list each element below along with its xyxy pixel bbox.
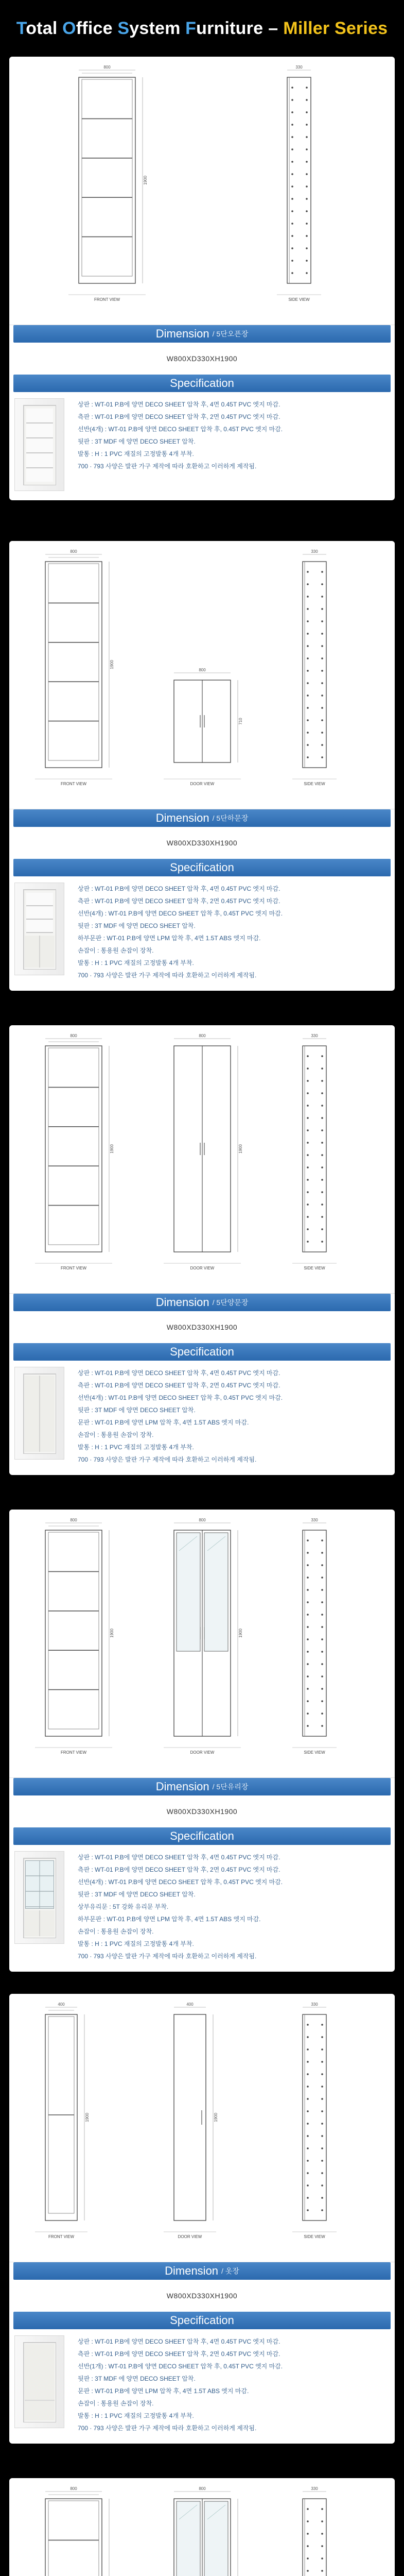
door-view-drawing xyxy=(174,2002,218,2221)
spec-item: 700 · 793 사양은 발판 가구 제작에 따라 호환하고 이러하게 제작됨. xyxy=(78,1456,257,1463)
door-width-dimension: 800 xyxy=(199,668,206,672)
title-initial: O xyxy=(62,18,76,38)
technical-drawing xyxy=(9,2478,395,2576)
technical-drawing xyxy=(9,1994,395,2262)
size-text: W800XD330XH1900 xyxy=(166,839,238,847)
product-section xyxy=(9,1510,395,1972)
spec-item: 측판 : WT-01 P.B에 양면 DECO SHEET 압착 후, 2면 0.45T PVC 엣지 마감. xyxy=(78,1866,280,1873)
dimension-subtitle: / 5단유리장 xyxy=(212,1783,249,1791)
specification-bar: Specification xyxy=(13,2312,391,2329)
specification-body xyxy=(9,876,395,991)
door-view-label: DOOR VIEW xyxy=(190,1750,215,1755)
drawing-canvas xyxy=(9,57,395,325)
product-section xyxy=(9,2478,395,2576)
front-view-drawing xyxy=(45,2486,114,2576)
title-text xyxy=(16,19,263,39)
side-view-label: SIDE VIEW xyxy=(304,2234,325,2239)
spec-item: 발통 : H : 1 PVC 재질의 고정발통 4개 부착. xyxy=(78,1444,194,1451)
spec-item: 700 · 793 사양은 발판 가구 제작에 따라 호환하고 이러하게 제작됨. xyxy=(78,972,257,979)
spec-item: 선반(4개) : WT-01 P.B에 양면 DECO SHEET 압착 후, 0.45T PVC 엣지 마감. xyxy=(78,426,283,433)
product-photo xyxy=(14,1851,64,1944)
spec-item: 상판 : WT-01 P.B에 양면 DECO SHEET 압착 후, 4면 0.45T PVC 엣지 마감. xyxy=(78,1369,280,1377)
spec-item: 선반(4개) : WT-01 P.B에 양면 DECO SHEET 압착 후, 0.45T PVC 엣지 마감. xyxy=(78,1878,283,1886)
dimension-subtitle: / 옷장 xyxy=(221,2267,239,2275)
depth-dimension: 330 xyxy=(311,2486,318,2491)
door-view-drawing xyxy=(174,2486,243,2576)
front-view-drawing xyxy=(45,549,114,768)
front-view-drawing xyxy=(79,65,148,283)
dimension-bar xyxy=(13,1294,391,1311)
spec-item: 측판 : WT-01 P.B에 양면 DECO SHEET 압착 후, 2면 0.45T PVC 엣지 마감. xyxy=(78,413,280,420)
spec-item: 선반(4개) : WT-01 P.B에 양면 DECO SHEET 압착 후, 0.45T PVC 엣지 마감. xyxy=(78,910,283,917)
spec-item: 700 · 793 사양은 발판 가구 제작에 따라 호환하고 이러하게 제작됨. xyxy=(78,1953,257,1960)
width-dimension: 800 xyxy=(70,549,77,554)
door-view-drawing xyxy=(174,668,243,762)
height-dimension: 1900 xyxy=(110,660,114,669)
technical-drawing xyxy=(9,541,395,809)
door-view-label: DOOR VIEW xyxy=(190,782,215,786)
door-height-dimension: 1900 xyxy=(238,1629,243,1638)
spec-item: 선반(1개) : WT-01 P.B에 양면 DECO SHEET 압착 후, 0.45T PVC 엣지 마감. xyxy=(78,2363,283,2370)
spec-list xyxy=(78,883,283,981)
depth-dimension: 330 xyxy=(311,1518,318,1522)
drawing-canvas xyxy=(9,2478,395,2576)
spec-item: 발통 : H : 1 PVC 재질의 고정발통 4개 부착. xyxy=(78,2412,194,2419)
side-view-label: SIDE VIEW xyxy=(304,1266,325,1270)
spec-item: 측판 : WT-01 P.B에 양면 DECO SHEET 압착 후, 2면 0.45T PVC 엣지 마감. xyxy=(78,2350,280,2358)
side-view-drawing xyxy=(303,549,326,768)
spec-item: 측판 : WT-01 P.B에 양면 DECO SHEET 압착 후, 2면 0.45T PVC 엣지 마감. xyxy=(78,897,280,905)
spec-item: 손잡이 : 통용원 손잡이 장착. xyxy=(78,1431,154,1438)
title-initial: S xyxy=(117,18,130,38)
width-dimension: 800 xyxy=(103,65,111,70)
height-dimension: 1900 xyxy=(85,2113,90,2122)
spec-item: 700 · 793 사양은 발판 가구 제작에 따라 호환하고 이러하게 제작됨. xyxy=(78,463,257,470)
spec-item: 손잡이 : 통용원 손잡이 장착. xyxy=(78,1928,154,1935)
cabinet-illustration xyxy=(23,1374,56,1454)
depth-dimension: 330 xyxy=(311,549,318,554)
depth-dimension: 330 xyxy=(295,65,303,70)
spec-item: 뒷판 : 3T MDF 에 양면 DECO SHEET 압착. xyxy=(78,922,196,929)
depth-dimension: 330 xyxy=(311,1033,318,1038)
front-view-label: FRONT VIEW xyxy=(60,1750,87,1755)
specification-bar: Specification xyxy=(13,859,391,876)
spec-list xyxy=(78,398,283,491)
specification-bar: Specification xyxy=(13,1827,391,1845)
width-dimension: 800 xyxy=(70,2486,77,2491)
cabinet-illustration xyxy=(23,405,56,485)
title-dash: – xyxy=(268,18,278,38)
door-height-dimension: 1900 xyxy=(214,2113,218,2122)
side-view-drawing xyxy=(303,2002,326,2221)
front-view-label: FRONT VIEW xyxy=(60,1266,87,1270)
spec-item: 상판 : WT-01 P.B에 양면 DECO SHEET 압착 후, 4면 0.45T PVC 엣지 마감. xyxy=(78,401,280,408)
front-view-drawing xyxy=(45,1518,114,1736)
dimension-subtitle: / 5단하문장 xyxy=(212,814,249,822)
spec-item: 발통 : H : 1 PVC 재질의 고정발통 4개 부착. xyxy=(78,450,194,457)
spec-item: 문판 : WT-01 P.B에 양면 LPM 압착 후, 4면 1.5T ABS 엣지 마감. xyxy=(78,2387,249,2395)
front-view-drawing xyxy=(45,1033,114,1252)
dimension-bar xyxy=(13,325,391,343)
side-view-drawing xyxy=(287,65,311,283)
specification-bar: Specification xyxy=(13,1343,391,1361)
product-photo xyxy=(14,1367,64,1460)
product-section xyxy=(9,541,395,991)
spec-item: 발통 : H : 1 PVC 재질의 고정발통 4개 부착. xyxy=(78,1940,194,1947)
product-photo xyxy=(14,398,64,491)
spec-item: 문판 : WT-01 P.B에 양면 LPM 압착 후, 4면 1.5T ABS 엣지 마감. xyxy=(78,1419,249,1426)
front-view-label: FRONT VIEW xyxy=(94,297,120,302)
technical-drawing xyxy=(9,57,395,325)
technical-drawing xyxy=(9,1510,395,1778)
spec-item: 손잡이 : 통용원 손잡이 장착. xyxy=(78,947,154,954)
door-view-label: DOOR VIEW xyxy=(178,2234,202,2239)
product-photo xyxy=(14,883,64,975)
spec-item: 하부문판 : WT-01 P.B에 양면 LPM 압착 후, 4면 1.5T ABS 엣지 마감. xyxy=(78,1916,261,1923)
door-width-dimension: 400 xyxy=(186,2002,194,2007)
spec-item: 700 · 793 사양은 발판 가구 제작에 따라 호환하고 이러하게 제작됨. xyxy=(78,2425,257,2432)
spec-item: 상판 : WT-01 P.B에 양면 DECO SHEET 압착 후, 4면 0.45T PVC 엣지 마감. xyxy=(78,1854,280,1861)
spec-item: 뒷판 : 3T MDF 에 양면 DECO SHEET 압착. xyxy=(78,1891,196,1898)
side-view-drawing xyxy=(303,1033,326,1252)
drawing-canvas xyxy=(9,541,395,809)
door-height-dimension: 710 xyxy=(238,718,243,725)
drawing-canvas xyxy=(9,1025,395,1293)
spec-item: 뒷판 : 3T MDF 에 양면 DECO SHEET 압착. xyxy=(78,1406,196,1414)
size-text: W800XD330XH1900 xyxy=(166,354,238,363)
dimension-bar xyxy=(13,1778,391,1795)
front-view-label: FRONT VIEW xyxy=(48,2234,75,2239)
spec-item: 선반(4개) : WT-01 P.B에 양면 DECO SHEET 압착 후, 0.45T PVC 엣지 마감. xyxy=(78,1394,283,1401)
title-word: ffice xyxy=(76,18,118,38)
dimension-subtitle: / 5단오픈장 xyxy=(212,330,249,338)
side-view-label: SIDE VIEW xyxy=(304,1750,325,1755)
size-text: W800XD330XH1900 xyxy=(166,1807,238,1816)
title-initial: T xyxy=(16,18,26,38)
product-section xyxy=(9,1025,395,1475)
dimension-title: Dimension xyxy=(155,1780,209,1793)
specification-body xyxy=(9,1845,395,1972)
width-dimension: 800 xyxy=(70,1033,77,1038)
spec-item: 발통 : H : 1 PVC 재질의 고정발통 4개 부착. xyxy=(78,959,194,967)
product-section xyxy=(9,57,395,500)
side-view-drawing xyxy=(303,2486,326,2576)
dimension-bar xyxy=(13,809,391,827)
spec-item: 하부문판 : WT-01 P.B에 양면 LPM 압착 후, 4면 1.5T ABS 엣지 마감. xyxy=(78,935,261,942)
cabinet-illustration xyxy=(23,889,56,970)
spec-item: 측판 : WT-01 P.B에 양면 DECO SHEET 압착 후, 2면 0.45T PVC 엣지 마감. xyxy=(78,1382,280,1389)
door-view-drawing xyxy=(174,1518,243,1736)
size-text: W800XD330XH1900 xyxy=(166,2292,238,2300)
spec-item: 뒷판 : 3T MDF 에 양면 DECO SHEET 압착. xyxy=(78,438,196,445)
spec-list xyxy=(78,2335,283,2434)
spec-item: 상판 : WT-01 P.B에 양면 DECO SHEET 압착 후, 4면 0.45T PVC 엣지 마감. xyxy=(78,2338,280,2345)
technical-drawing xyxy=(9,1025,395,1294)
cabinet-illustration xyxy=(23,2342,56,2422)
dimension-title: Dimension xyxy=(165,2264,219,2277)
door-view-label: DOOR VIEW xyxy=(190,1266,215,1270)
drawing-canvas xyxy=(9,1994,395,2262)
specification-body xyxy=(9,2329,395,2444)
dimension-title: Dimension xyxy=(155,1296,209,1309)
height-dimension: 1900 xyxy=(110,1144,114,1154)
page-title xyxy=(0,0,404,57)
door-width-dimension: 800 xyxy=(199,1518,206,1522)
dimension-title: Dimension xyxy=(155,811,209,824)
door-view-drawing xyxy=(174,1033,243,1252)
door-width-dimension: 800 xyxy=(199,2486,206,2491)
specification-bar: Specification xyxy=(13,375,391,392)
spec-item: 뒷판 : 3T MDF 에 양면 DECO SHEET 압착. xyxy=(78,2375,196,2382)
drawing-canvas xyxy=(9,1510,395,1777)
product-photo xyxy=(14,2335,64,2428)
cabinet-illustration xyxy=(23,1858,56,1938)
width-dimension: 400 xyxy=(58,2002,65,2007)
depth-dimension: 330 xyxy=(311,2002,318,2007)
dimension-bar xyxy=(13,2262,391,2280)
spec-list xyxy=(78,1367,283,1466)
title-word: otal xyxy=(26,18,63,38)
title-initial: F xyxy=(185,18,197,38)
title-word: urniture xyxy=(196,18,264,38)
product-section xyxy=(9,1994,395,2444)
spec-list xyxy=(78,1851,283,1962)
side-view-label: SIDE VIEW xyxy=(304,782,325,786)
dimension-subtitle: / 5단양문장 xyxy=(212,1298,249,1307)
dimension-title: Dimension xyxy=(155,327,209,340)
size-text: W800XD330XH1900 xyxy=(166,1323,238,1331)
door-width-dimension: 800 xyxy=(199,1033,206,1038)
series-name: Miller Series xyxy=(283,18,388,38)
side-view-drawing xyxy=(303,1518,326,1736)
title-word: ystem xyxy=(129,18,186,38)
door-height-dimension: 1900 xyxy=(238,1144,243,1154)
front-view-drawing xyxy=(45,2002,90,2221)
width-dimension: 800 xyxy=(70,1518,77,1522)
side-view-label: SIDE VIEW xyxy=(288,297,310,302)
spec-item: 손잡이 : 통용원 손잡이 장착. xyxy=(78,2400,154,2407)
spec-item: 상판 : WT-01 P.B에 양면 DECO SHEET 압착 후, 4면 0.45T PVC 엣지 마감. xyxy=(78,885,280,892)
front-view-label: FRONT VIEW xyxy=(60,782,87,786)
spec-item: 상부유리문 : 5T 강화 유리문 부착. xyxy=(78,1903,169,1910)
specification-body xyxy=(9,1361,395,1475)
height-dimension: 1900 xyxy=(110,1629,114,1638)
specification-body xyxy=(9,392,395,500)
height-dimension: 1900 xyxy=(143,176,148,185)
